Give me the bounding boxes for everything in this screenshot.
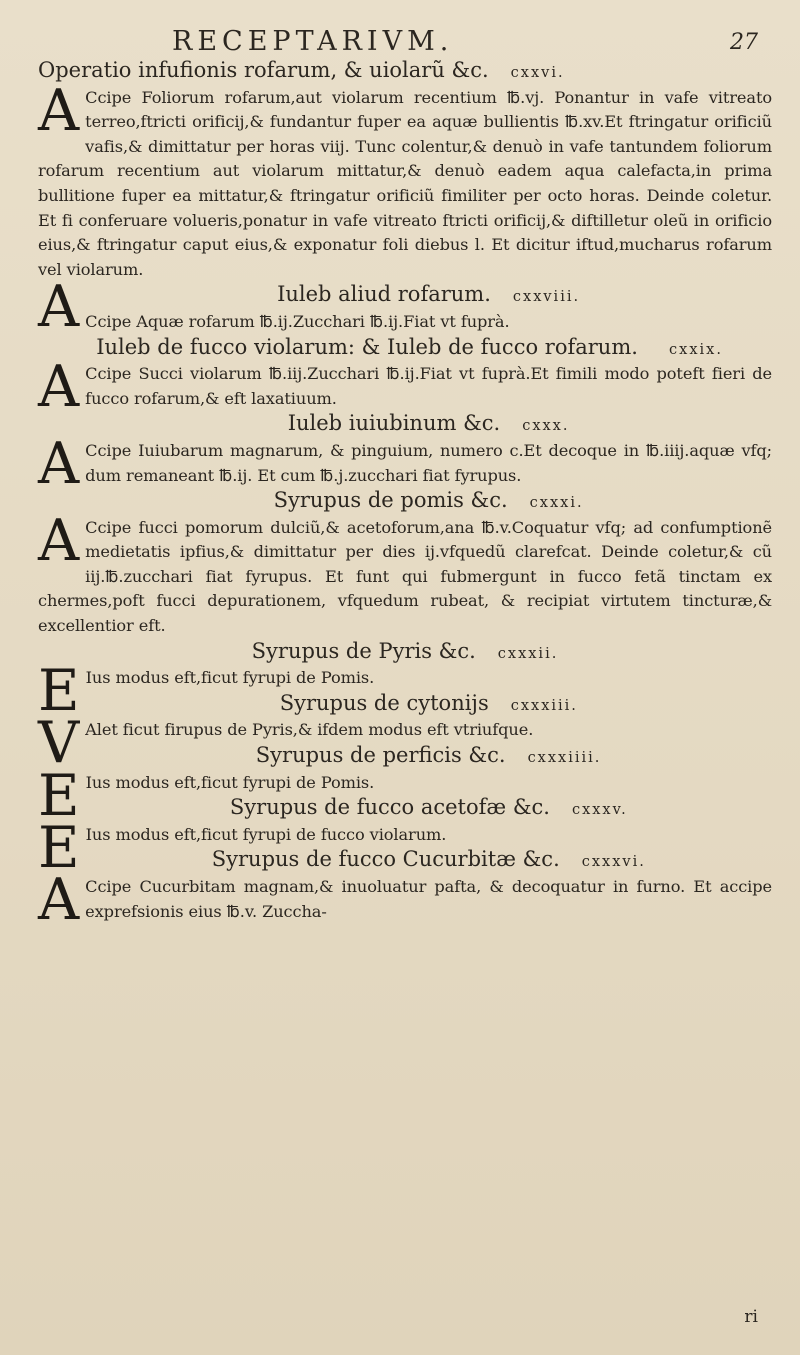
text-block — [38, 58, 772, 933]
recipe-section — [38, 847, 772, 933]
page-number: 27 — [730, 30, 758, 55]
heading-number: cxxxiii. — [510, 697, 578, 714]
heading-title: Syrupus de perficis &c. — [255, 743, 506, 768]
recipe-section — [38, 274, 772, 341]
catchword: ri — [744, 1307, 758, 1327]
section-heading — [38, 335, 772, 363]
heading-number: cxxxii. — [497, 645, 559, 662]
paragraph: Ccipe fucci pomorum dulciũ,& acetoforum,ana ℔.v.Coquatur vfq; ad confumptionẽ medietatis ipfius,& dimittatur per dies ij.vfquedũ clarefcat. Deinde coletur,& cũ iij.℔.zucchari fiat fyrupus. Et funt qui fubmergunt in fucco fetã tinctam ex chermes,poft fucci depurationem, vfquedum rubeat, & recipiat virtutem tincturæ,& excellentior eft. — [38, 517, 772, 636]
initial-letter: A — [38, 867, 80, 933]
paragraph-wrap — [38, 77, 772, 283]
heading-title: Syrupus de cytonijs — [279, 690, 489, 715]
heading-number: cxxxi. — [529, 495, 584, 512]
initial-letter: E — [38, 762, 80, 829]
initial-letter: E — [38, 814, 80, 881]
heading-number: cxxix. — [669, 341, 723, 358]
recipe-section — [38, 58, 772, 282]
section-heading — [38, 411, 772, 439]
paragraph: Ius modus eft,ficut fyrupi de fucco violarum. — [85, 824, 447, 844]
section-heading — [38, 743, 772, 771]
recipe-section — [38, 488, 772, 639]
paragraph: Ccipe Cucurbitam magnam,& inuoluatur pafta, & decoquatur in furno. Et accipe exprefsionis eius ℔.v. Zuccha- — [85, 877, 772, 921]
initial-letter: A — [38, 274, 80, 341]
initial-letter: E — [38, 658, 80, 725]
running-head — [0, 26, 800, 56]
heading-title: Syrupus de fucco Cucurbitæ &c. — [211, 847, 560, 872]
heading-number: cxxviii. — [512, 289, 581, 306]
section-heading — [38, 488, 772, 516]
initial-letter: A — [38, 77, 80, 144]
recipe-section — [38, 334, 772, 421]
paragraph: Alet ficut firupus de Pyris,& ifdem modus eft vtriufque. — [85, 720, 534, 740]
paragraph: Ius modus eft,ficut fyrupi de Pomis. — [85, 668, 375, 688]
heading-number: cxxvi. — [510, 65, 565, 81]
initial-letter: V — [38, 710, 80, 777]
paragraph-wrap — [38, 430, 772, 497]
section-heading — [38, 282, 772, 310]
paragraph-wrap — [38, 507, 772, 639]
initial-letter: A — [38, 354, 80, 421]
recipe-section — [38, 411, 772, 497]
paragraph-wrap — [38, 867, 772, 933]
section-heading — [38, 58, 772, 86]
paragraph: Ccipe Foliorum rofarum,aut violarum recentium ℔.vj. Ponantur in vafe vitreato terreo,ftricti orificij,& fundantur fuper ea aquæ bullientis ℔.xv.Et ftringatur orificiũ vafis,& dimittatur per horas viij. Tunc colentur,& denuò in vafe tantundem foliorum rofarum recentium aut violarum mittatur,& denuò eadem aqua calefacta,in prima bullitione fuper ea mittatur,& ftringatur orificiũ fimiliter per octo horas. Deinde coletur. Et fi conferuare volueris,ponatur in vafe vitreato ftricti orificij,& diftilletur oleũ in orificio eius,& ftringatur caput eius,& exponatur foli diebus l. Et dicitur iftud,mucharus rofarum vel violarum. — [38, 87, 772, 279]
paragraph: Ccipe Aquæ rofarum ℔.ij.Zucchari ℔.ij.Fiat vt fuprà. — [85, 311, 510, 331]
heading-title: Syrupus de pomis &c. — [273, 488, 508, 513]
running-title: RECEPTARIVM. — [172, 26, 454, 57]
heading-title: Iuleb aliud rofarum. — [277, 282, 491, 307]
section-heading — [38, 691, 772, 719]
paragraph: Ccipe Succi violarum ℔.iij.Zucchari ℔.ij.Fiat vt fuprà.Et fimili modo poteft fieri de fucco rofarum,& eft laxatiuum. — [85, 364, 772, 408]
heading-number: cxxxiiii. — [527, 750, 602, 767]
initial-letter: A — [38, 430, 80, 497]
heading-title: Iuleb de fucco violarum: & Iuleb de fucco rofarum. — [96, 334, 638, 359]
heading-number: cxxx. — [522, 418, 570, 435]
section-heading — [38, 795, 772, 823]
paragraph: Ccipe Iuiubarum magnarum, & pinguium, numero c.Et decoque in ℔.iiij.aquæ vfq; dum remaneant ℔.ij. Et cum ℔.j.zucchari fiat fyrupus. — [85, 440, 772, 485]
paragraph-wrap — [38, 274, 772, 341]
paragraph: Ius modus eft,ficut fyrupi de Pomis. — [85, 772, 375, 792]
heading-number: cxxxvi. — [581, 854, 646, 871]
paragraph-wrap — [38, 354, 772, 421]
heading-number: cxxxv. — [571, 802, 628, 819]
heading-title: Syrupus de fucco acetofæ &c. — [229, 795, 550, 820]
section-heading — [38, 847, 772, 875]
section-heading — [38, 639, 772, 667]
heading-title: Syrupus de Pyris &c. — [251, 638, 476, 663]
initial-letter: A — [38, 507, 80, 574]
heading-title: Operatio infufionis rofarum, & uiolarũ &c. — [38, 58, 489, 82]
heading-title: Iuleb iuiubinum &c. — [287, 411, 501, 436]
